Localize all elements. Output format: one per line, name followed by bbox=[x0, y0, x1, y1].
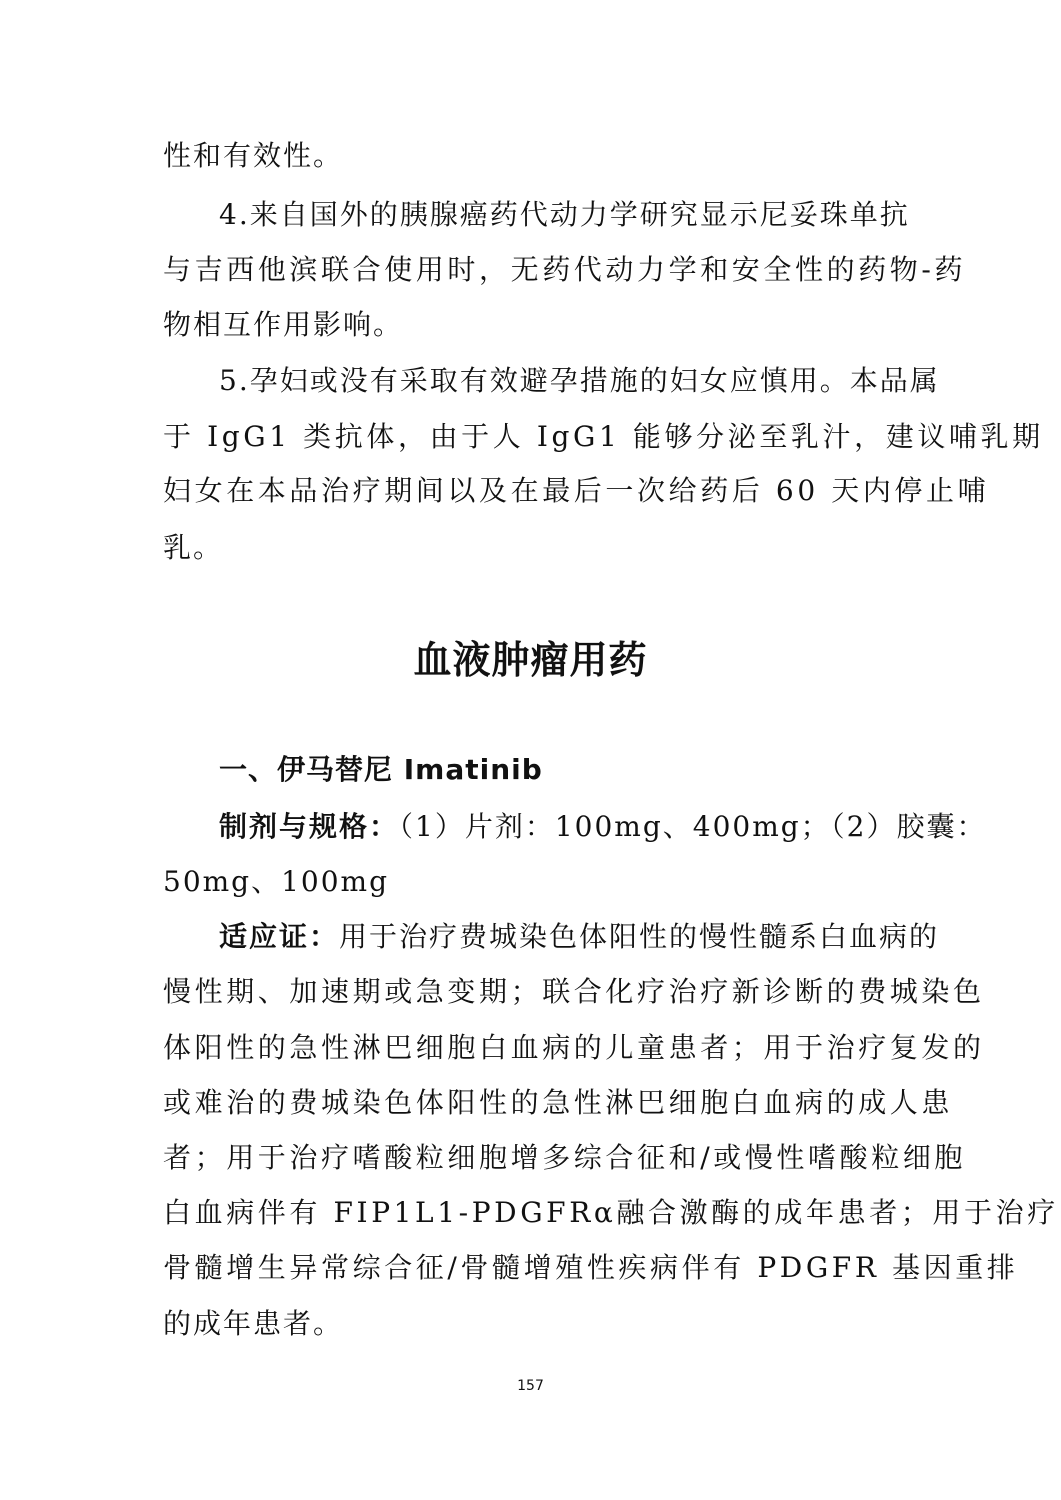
section-title: 血液肿瘤用药 bbox=[413, 638, 648, 682]
indication-line bbox=[219, 917, 940, 957]
paragraph-line: 4.来自国外的胰腺癌药代动力学研究显示尼妥珠单抗 bbox=[219, 198, 910, 231]
page-number: 157 bbox=[517, 1378, 544, 1394]
drug-heading: 一、伊马替尼 Imatinib bbox=[219, 753, 543, 786]
paragraph-line: 物相互作用影响。 bbox=[163, 308, 404, 341]
paragraph-line: 于 IgG1 类抗体，由于人 IgG1 能够分泌至乳汁，建议哺乳期 bbox=[163, 420, 1044, 453]
indication-label: 适应证： bbox=[219, 920, 340, 953]
spec-line bbox=[219, 807, 987, 847]
paragraph-line: 5.孕妇或没有采取有效避孕措施的妇女应慎用。本品属 bbox=[219, 364, 940, 397]
indication-value: 用于治疗费城染色体阳性的慢性髓系白血病的 bbox=[339, 920, 940, 953]
paragraph-line: 的成年患者。 bbox=[163, 1307, 344, 1340]
paragraph-line: 与吉西他滨联合使用时，无药代动力学和安全性的药物-药 bbox=[163, 253, 967, 286]
paragraph-line: 慢性期、加速期或急变期；联合化疗治疗新诊断的费城染色 bbox=[163, 975, 985, 1008]
spec-line-2: 50mg、100mg bbox=[163, 865, 390, 898]
paragraph-line: 者；用于治疗嗜酸粒细胞增多综合征和/或慢性嗜酸粒细胞 bbox=[163, 1141, 967, 1174]
spec-label: 制剂与规格： bbox=[219, 810, 400, 843]
paragraph-line: 乳。 bbox=[163, 531, 224, 564]
spec-value: （1）片剂：100mg、400mg；（2）胶囊： bbox=[399, 810, 987, 843]
paragraph-line: 性和有效性。 bbox=[163, 139, 344, 172]
paragraph-line: 妇女在本品治疗期间以及在最后一次给药后 60 天内停止哺 bbox=[163, 474, 990, 507]
paragraph-line: 白血病伴有 FIP1L1-PDGFRα融合激酶的成年患者；用于治疗 bbox=[163, 1196, 1059, 1229]
paragraph-line: 骨髓增生异常综合征/骨髓增殖性疾病伴有 PDGFR 基因重排 bbox=[163, 1251, 1019, 1284]
paragraph-line: 或难治的费城染色体阳性的急性淋巴细胞白血病的成人患 bbox=[163, 1086, 954, 1119]
paragraph-line: 体阳性的急性淋巴细胞白血病的儿童患者；用于治疗复发的 bbox=[163, 1031, 985, 1064]
